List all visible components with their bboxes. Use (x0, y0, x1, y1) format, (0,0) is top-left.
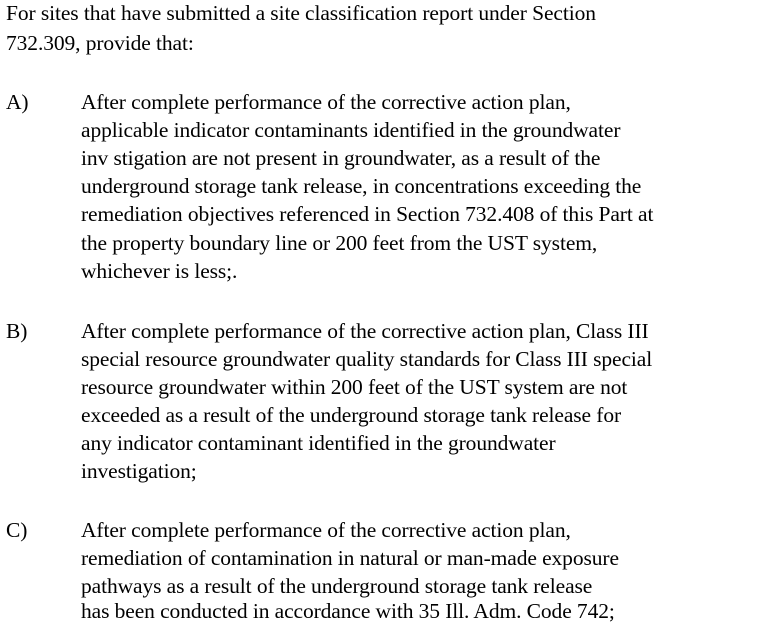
item-b-line-2: special resource groundwater quality standards for Class III special (81, 347, 653, 371)
item-c-line-2: remediation of contamination in natural or man-made exposure (81, 546, 619, 570)
item-a-line-2: applicable indicator contaminants identified in the groundwater (81, 118, 621, 142)
item-a-line-6: the property boundary line or 200 feet from the UST system, (81, 231, 598, 255)
item-c-line-1: After complete performance of the corrective action plan, (81, 518, 571, 542)
item-a-line-4: underground storage tank release, in concentrations exceeding the (81, 174, 642, 198)
item-c-line-3: pathways as a result of the underground storage tank release (81, 574, 593, 598)
item-b-label: B) (6, 319, 28, 343)
item-b-line-6: investigation; (81, 459, 197, 483)
item-b-line-3: resource groundwater within 200 feet of the UST system are not (81, 375, 628, 399)
item-b-line-5: any indicator contaminant identified in the groundwater (81, 431, 556, 455)
intro-line-2: 732.309, provide that: (6, 31, 194, 55)
item-c-label: C) (6, 518, 28, 542)
item-a-line-7: whichever is less;. (81, 259, 238, 283)
item-b-line-4: exceeded as a result of the underground storage tank release for (81, 403, 622, 427)
intro-line-1: For sites that have submitted a site classification report under Section (6, 1, 596, 25)
item-a-line-1: After complete performance of the corrective action plan, (81, 90, 571, 114)
item-a-line-3: inv stigation are not present in groundwater, as a result of the (81, 146, 601, 170)
item-a-line-5: remediation objectives referenced in Section 732.408 of this Part at (81, 202, 654, 226)
item-c-line-4: has been conducted in accordance with 35 Ill. Adm. Code 742; (81, 599, 615, 623)
item-a-label: A) (6, 90, 29, 114)
item-b-line-1: After complete performance of the corrective action plan, Class III (81, 319, 649, 343)
